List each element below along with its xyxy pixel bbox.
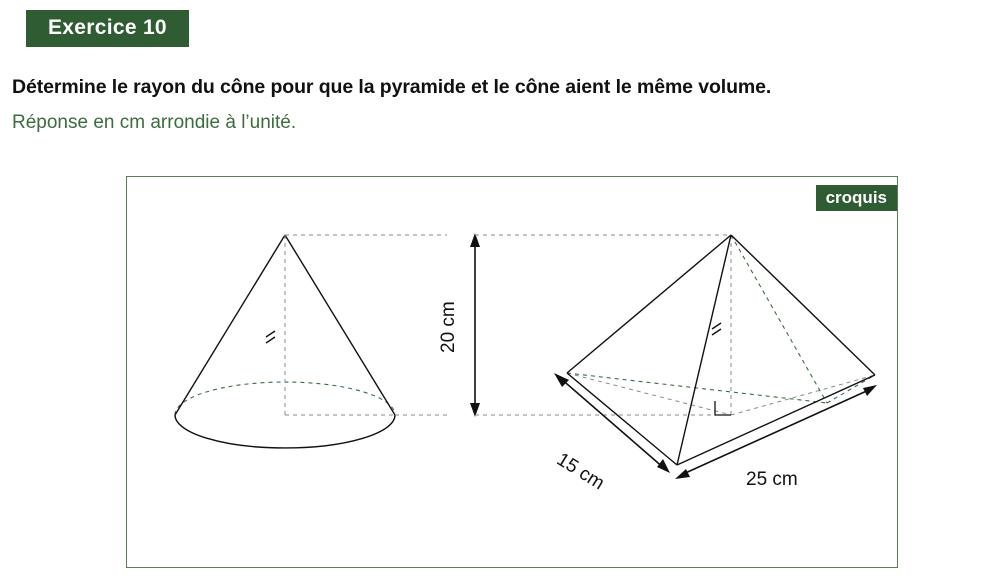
base-arrow-left (675, 469, 690, 479)
geometry-figure (127, 177, 899, 569)
slant-dimension-label: 15 cm (552, 449, 608, 495)
cone-axis-tick-1 (266, 331, 275, 337)
cone-axis-tick-2 (266, 337, 275, 343)
exercise-badge: Exercice 10 (26, 10, 189, 47)
pyramid-hidden-edge-green (731, 235, 827, 403)
pyramid-edge-apex-right (731, 235, 875, 375)
pyramid-edge-apex-front (677, 235, 731, 465)
base-arrow-right (863, 385, 877, 396)
question-text: Détermine le rayon du cône pour que la pyramide et le cône aient le même volume. (12, 76, 772, 98)
base-dimension-label: 25 cm (746, 469, 798, 490)
cone-right-edge (285, 235, 395, 415)
pyramid-axis-tick-2 (712, 329, 721, 335)
cone-left-edge (175, 235, 285, 415)
slant-arrow-bottom (657, 459, 670, 473)
answer-hint-text: Réponse en cm arrondie à l’unité. (12, 112, 297, 133)
cone-base-front-arc (175, 415, 395, 448)
slant-arrow-top (554, 373, 569, 387)
figure-panel (126, 176, 898, 568)
pyramid-base-edge-front-right (677, 375, 875, 465)
pyramid-base-hidden-2 (731, 375, 875, 415)
pyramid-axis-tick-1 (712, 323, 721, 329)
height-dimension-label: 20 cm (438, 301, 459, 353)
pyramid-edge-apex-left (567, 235, 731, 373)
croquis-tag: croquis (816, 185, 897, 211)
base-dimension-line (681, 389, 871, 475)
